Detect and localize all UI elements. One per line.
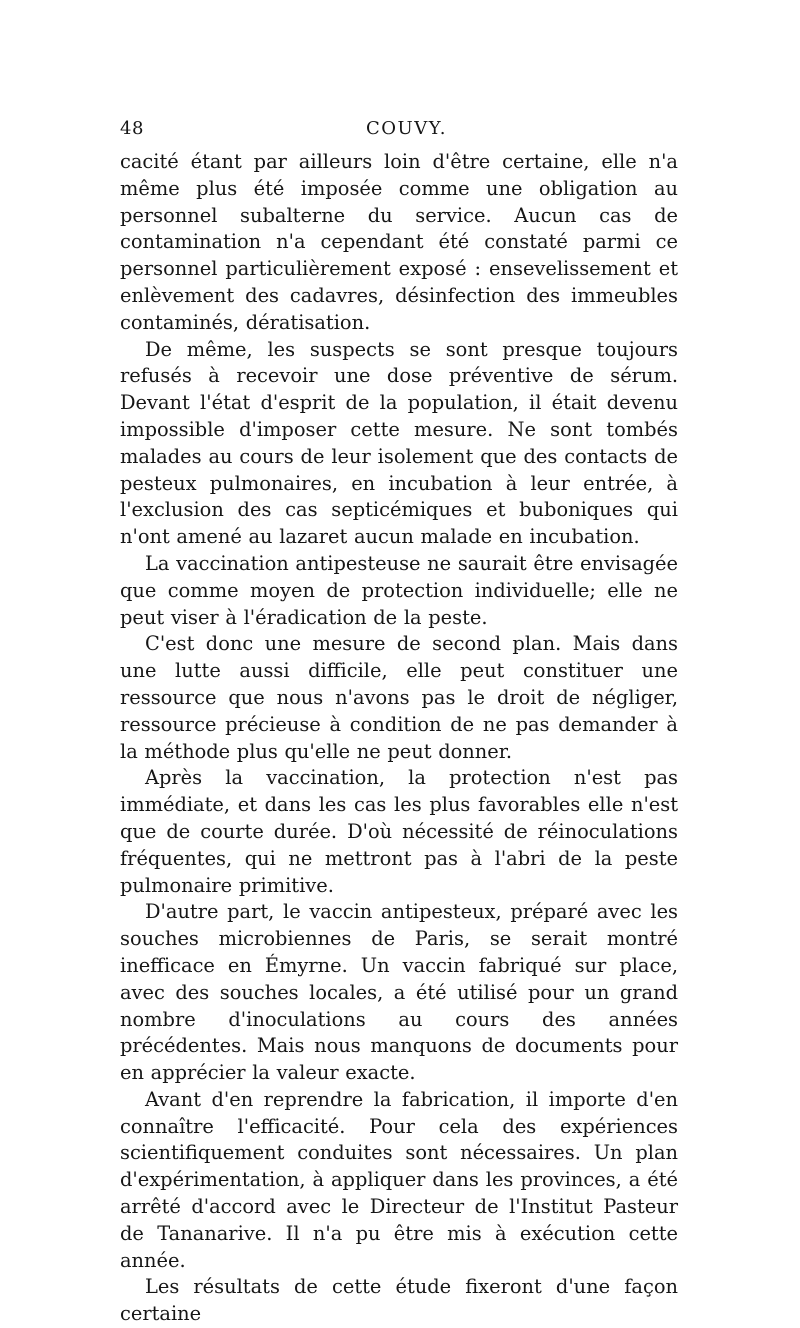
paragraph: C'est donc une mesure de second plan. Mais dans une lutte aussi difficile, elle peut constituer une ressource que nous n'avons pas le droit de négliger, ressource précieuse à condition de ne pas demander à la méthode plus qu'elle ne peut donner. bbox=[120, 632, 678, 763]
paragraph-truncated: Les résultats de cette étude fixeront d'une façon certaine bbox=[120, 1275, 678, 1326]
paragraph-continued: cacité étant par ailleurs loin d'être certaine, elle n'a même plus été imposée comme une obligation au personnel subalterne du service. Aucun cas de contamination n'a cependant été constaté parmi ce personnel particulièrement exposé : ensevelissement et enlèvement des cadavres, désinfection des immeubles contaminés, dératisation. bbox=[120, 150, 678, 334]
running-head: COUVY. bbox=[366, 118, 447, 139]
paragraph: Avant d'en reprendre la fabrication, il importe d'en connaître l'efficacité. Pour cela des expériences scientifiquement conduites sont nécessaires. Un plan d'expérimentation, à appliquer dans les provinces, a été arrêté d'accord avec le Directeur de l'Institut Pasteur de Tananarive. Il n'a pu être mis à exécution cette année. bbox=[120, 1087, 678, 1272]
paragraph: D'autre part, le vaccin antipesteux, préparé avec les souches microbiennes de Paris, se serait montré inefficace en Émyrne. Un vaccin fabriqué sur place, avec des souches locales, a été utilisé pour un grand nombre d'inoculations au cours des années précédentes. Mais nous manquons de documents pour en apprécier la valeur exacte. bbox=[120, 900, 678, 1085]
body-text bbox=[120, 149, 678, 1328]
paragraph: La vaccination antipesteuse ne saurait être envisagée que comme moyen de protection individuelle; elle ne peut viser à l'éradication de la peste. bbox=[120, 551, 678, 629]
paragraph: De même, les suspects se sont presque toujours refusés à recevoir une dose préventive de sérum. Devant l'état d'esprit de la population, il était devenu impossible d'imposer cette mesure. Ne sont tombés malades au cours de leur isolement que des contacts de pesteux pulmonaires, en incubation à leur entrée, à l'exclusion des cas septicémiques et buboniques qui n'ont amené au lazaret aucun malade en incubation. bbox=[120, 337, 678, 549]
page-number: 48 bbox=[120, 118, 144, 139]
paragraph: Après la vaccination, la protection n'est pas immédiate, et dans les cas les plus favorables elle n'est que de courte durée. D'où nécessité de réinoculations fréquentes, qui ne mettront pas à l'abri de la peste pulmonaire primitive. bbox=[120, 766, 678, 897]
book-page bbox=[120, 0, 678, 1326]
page-header bbox=[120, 112, 678, 142]
